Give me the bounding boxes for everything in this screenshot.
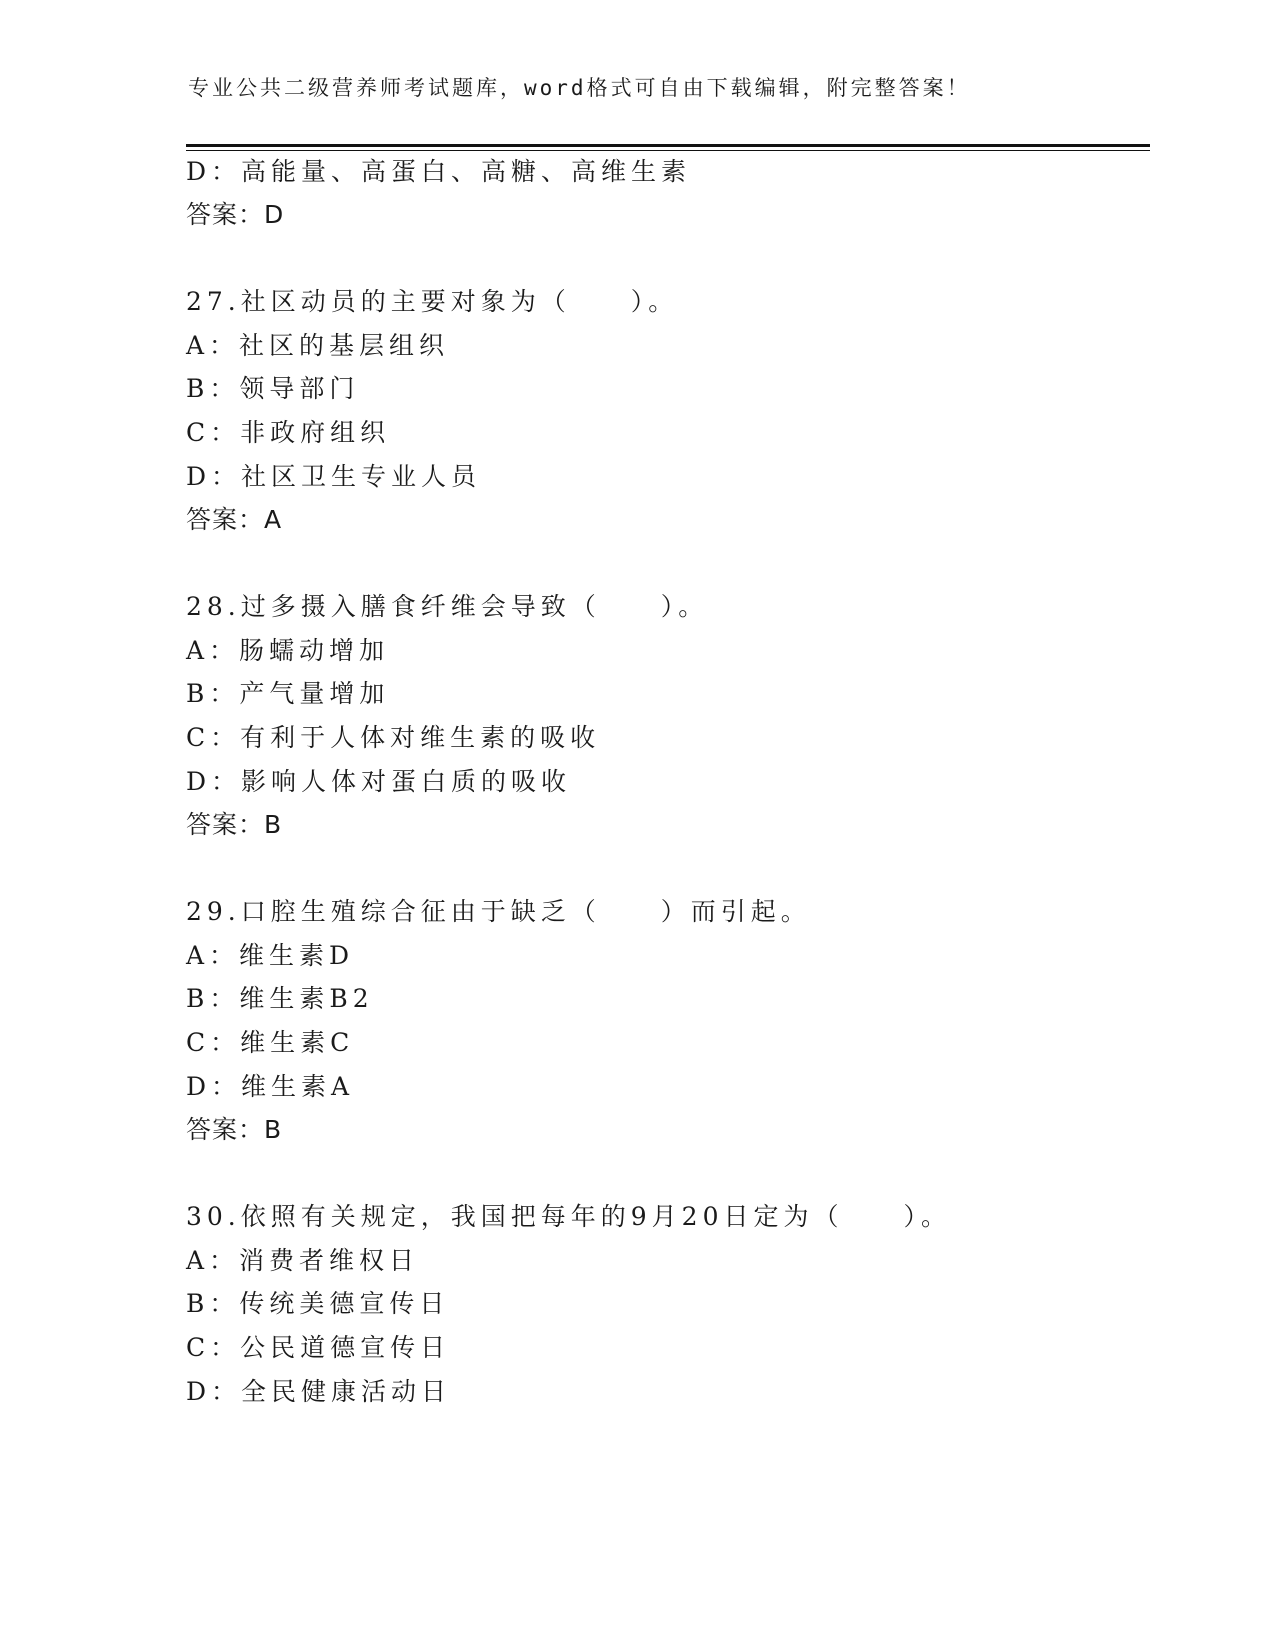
question-27: 27.社区动员的主要对象为（ ）。 <box>186 287 679 316</box>
option-d: D：社区卫生专业人员 <box>186 462 482 491</box>
question-29: 29.口腔生殖综合征由于缺乏（ ）而引起。 <box>186 897 811 926</box>
option-a: A：肠蠕动增加 <box>186 636 390 665</box>
option-c: C：维生素C <box>186 1028 355 1057</box>
header-divider <box>186 144 1150 151</box>
option-d: D：影响人体对蛋白质的吸收 <box>186 767 572 796</box>
option-d: D：维生素A <box>186 1072 355 1101</box>
option-d: D：高能量、高蛋白、高糖、高维生素 <box>186 157 692 186</box>
option-a: A：维生素D <box>186 941 355 970</box>
option-d: D：全民健康活动日 <box>186 1377 452 1406</box>
option-c: C：有利于人体对维生素的吸收 <box>186 723 601 752</box>
option-a: A：社区的基层组织 <box>186 331 450 360</box>
answer-label: 答案：B <box>186 810 283 839</box>
page-header: 专业公共二级营养师考试题库，word格式可自由下载编辑，附完整答案！ <box>188 76 971 100</box>
option-b: B：领导部门 <box>186 374 360 403</box>
option-c: C：非政府组织 <box>186 418 391 447</box>
answer-label: 答案：B <box>186 1115 283 1144</box>
option-b: B：传统美德宣传日 <box>186 1289 450 1318</box>
answer-label: 答案：D <box>186 200 285 229</box>
question-30: 30.依照有关规定，我国把每年的9月20日定为（ ）。 <box>186 1202 951 1231</box>
option-c: C：公民道德宣传日 <box>186 1333 451 1362</box>
option-b: B：产气量增加 <box>186 679 390 708</box>
option-a: A：消费者维权日 <box>186 1246 420 1275</box>
option-b: B：维生素B2 <box>186 984 374 1013</box>
answer-label: 答案：A <box>186 505 283 534</box>
question-28: 28.过多摄入膳食纤维会导致（ ）。 <box>186 592 709 621</box>
